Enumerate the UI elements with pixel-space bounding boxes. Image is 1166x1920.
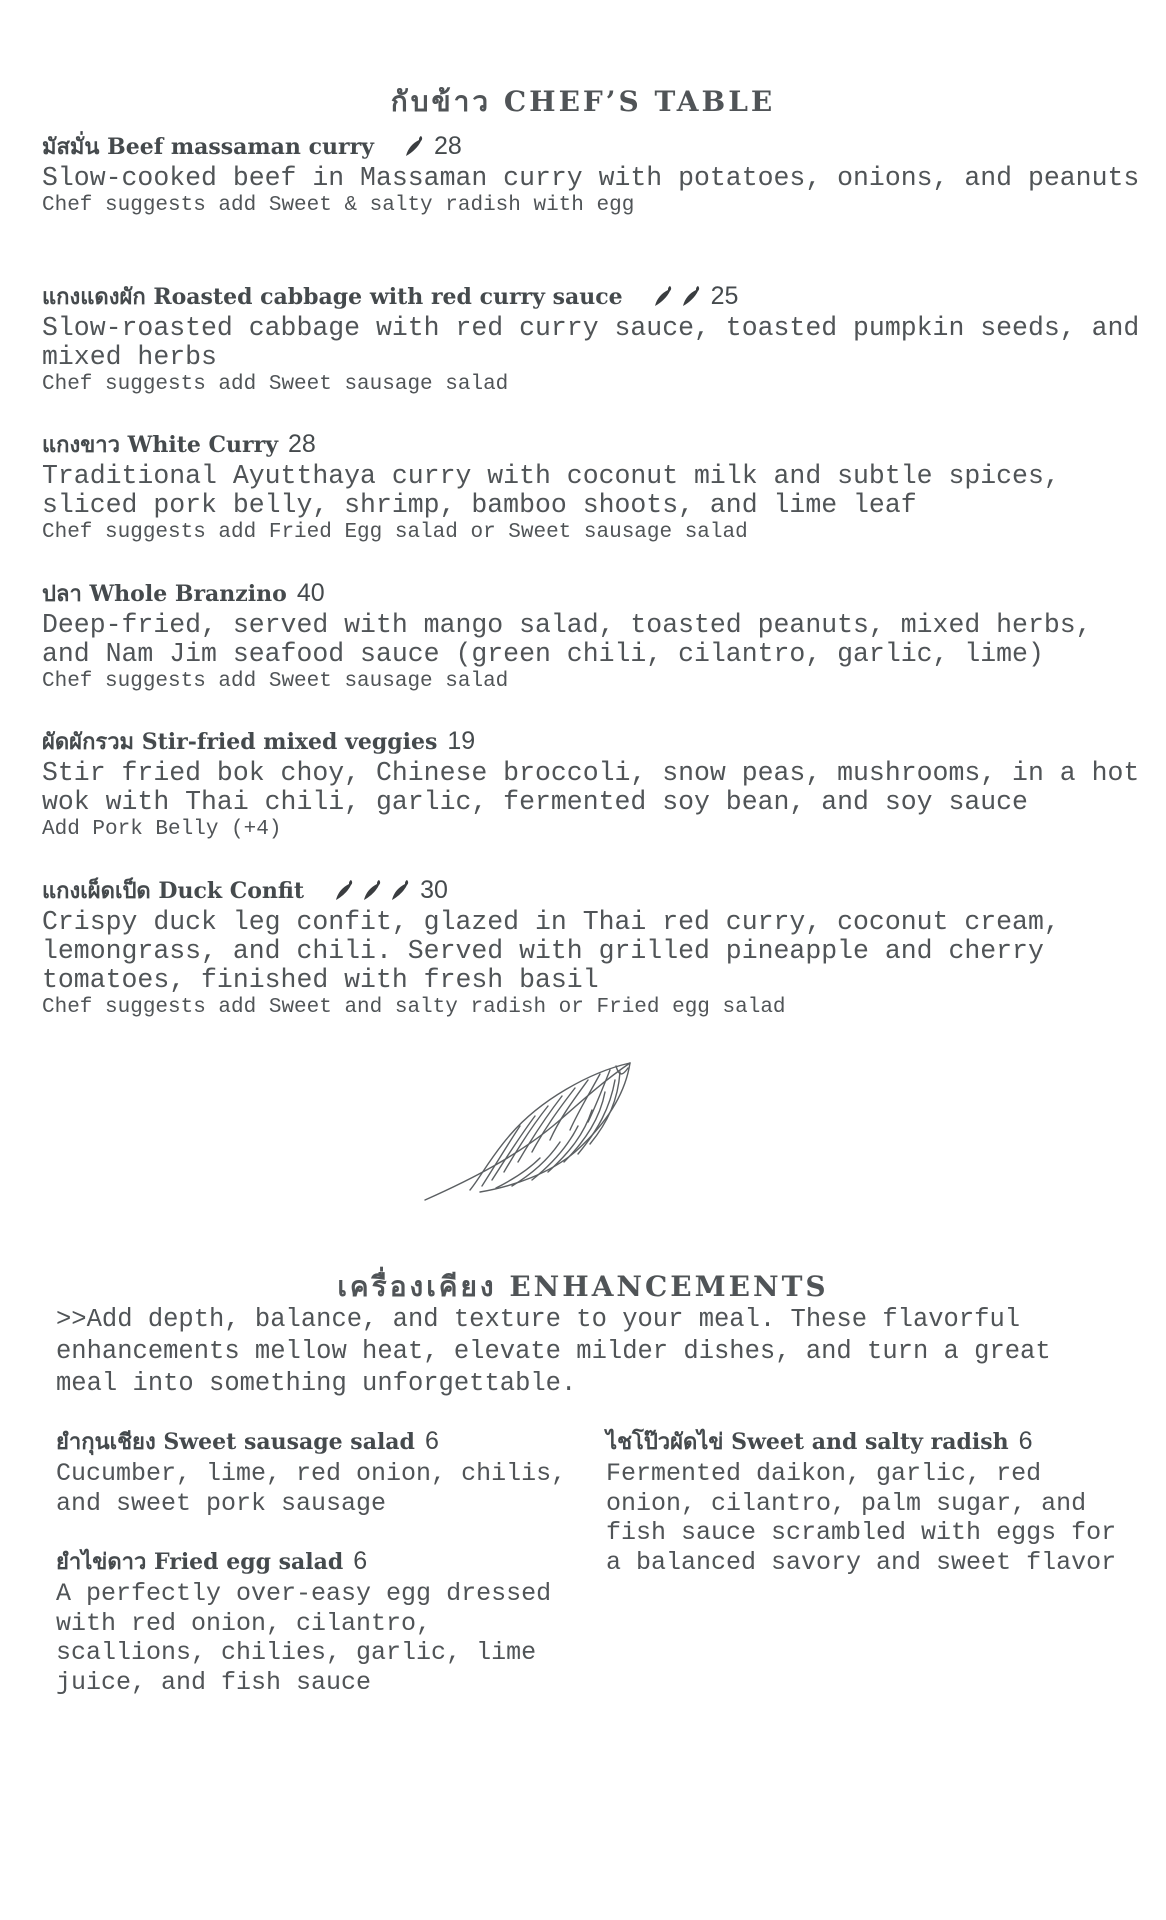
- item-suggestion: Add Pork Belly (+4): [42, 818, 282, 841]
- item-name: ผัดผักรวม Stir-fried mixed veggies: [42, 729, 438, 755]
- menu-item-whole-branzino: [42, 577, 1152, 694]
- enhancements-intro: >>Add depth, balance, and texture to your meal. These flavorful enhancements mellow heat, elevate milder dishes, and turn a great meal into something unforgettable.: [56, 1305, 1051, 1398]
- item-price: 25: [710, 282, 739, 310]
- enhancement-item-salty-radish: [606, 1425, 1126, 1577]
- item-name: มัสมั่น Beef massaman curry: [42, 134, 374, 160]
- enhancement-item-fried-egg: [56, 1545, 576, 1697]
- item-suggestion: Chef suggests add Sweet and salty radish or Fried egg salad: [42, 996, 786, 1019]
- item-name: ยำกุนเชียง Sweet sausage salad: [56, 1429, 415, 1455]
- item-suggestion: Chef suggests add Sweet sausage salad: [42, 373, 509, 396]
- item-description: Slow-roasted cabbage with red curry sauce, toasted pumpkin seeds, and mixed herbs: [42, 313, 1140, 372]
- chili-icon: [334, 879, 354, 901]
- item-description: Slow-cooked beef in Massaman curry with potatoes, onions, and peanuts: [42, 163, 1140, 193]
- item-suggestion: Chef suggests add Fried Egg salad or Sweet sausage salad: [42, 521, 748, 544]
- chili-icon: [653, 285, 673, 307]
- item-price: 19: [447, 727, 476, 755]
- item-price: 6: [1018, 1427, 1033, 1455]
- item-name: ไชโป๊วผัดไข่ Sweet and salty radish: [606, 1429, 1009, 1455]
- spice-level: [396, 131, 424, 163]
- spice-level: [645, 281, 701, 313]
- item-suggestion: Chef suggests add Sweet & salty radish with egg: [42, 194, 635, 217]
- item-description: Stir fried bok choy, Chinese broccoli, snow peas, mushrooms, in a hot wok with Thai chili, garlic, fermented soy bean, and soy sauce: [42, 758, 1140, 817]
- item-description: Crispy duck leg confit, glazed in Thai red curry, coconut cream, lemongrass, and chili. Served with grilled pineapple and cherry tomatoes, finished with fresh basil: [42, 907, 1060, 995]
- item-name: แกงแดงผัก Roasted cabbage with red curry sauce: [42, 284, 623, 310]
- spice-level: [326, 875, 410, 907]
- item-name: ปลา Whole Branzino: [42, 581, 287, 607]
- item-price: 40: [296, 579, 325, 607]
- item-description: A perfectly over-easy egg dressed with red onion, cilantro, scallions, chilies, garlic, lime juice, and fish sauce: [56, 1579, 552, 1697]
- item-description: Fermented daikon, garlic, red onion, cilantro, palm sugar, and fish sauce scrambled with eggs for a balanced savory and sweet flavor: [606, 1459, 1117, 1577]
- menu-item-beef-massaman: [42, 130, 1152, 218]
- item-price: 28: [433, 132, 462, 160]
- item-name: แกงเผ็ดเป็ด Duck Confit: [42, 878, 305, 904]
- feather-icon: [420, 1060, 640, 1205]
- item-name: แกงขาว White Curry: [42, 432, 278, 458]
- menu-item-roasted-cabbage: [42, 280, 1152, 397]
- item-price: 6: [424, 1427, 439, 1455]
- item-price: 28: [288, 430, 316, 458]
- item-name: ยำไข่ดาว Fried egg salad: [56, 1549, 344, 1575]
- chili-icon: [404, 135, 424, 157]
- menu-item-mixed-veggies: [42, 725, 1152, 842]
- enhancements-title: เครื่องเคียง ENHANCEMENTS: [337, 1270, 829, 1303]
- enhancement-item-sweet-sausage: [56, 1425, 576, 1518]
- item-price: 6: [353, 1547, 368, 1575]
- item-description: Traditional Ayutthaya curry with coconut milk and subtle spices, sliced pork belly, shrimp, bamboo shoots, and lime leaf: [42, 461, 1060, 520]
- item-price: 30: [420, 876, 448, 904]
- menu-item-duck-confit: [42, 874, 1152, 1020]
- chili-icon: [390, 879, 410, 901]
- item-description: Deep-fried, served with mango salad, toasted peanuts, mixed herbs, and Nam Jim seafood sauce (green chili, cilantro, garlic, lime): [42, 610, 1092, 669]
- item-description: Cucumber, lime, red onion, chilis, and sweet pork sausage: [56, 1459, 567, 1518]
- menu-item-white-curry: [42, 428, 1152, 545]
- item-suggestion: Chef suggests add Sweet sausage salad: [42, 670, 509, 693]
- chefs-table-title: กับข้าว CHEF’S TABLE: [390, 85, 776, 118]
- chili-icon: [681, 285, 701, 307]
- chili-icon: [362, 879, 382, 901]
